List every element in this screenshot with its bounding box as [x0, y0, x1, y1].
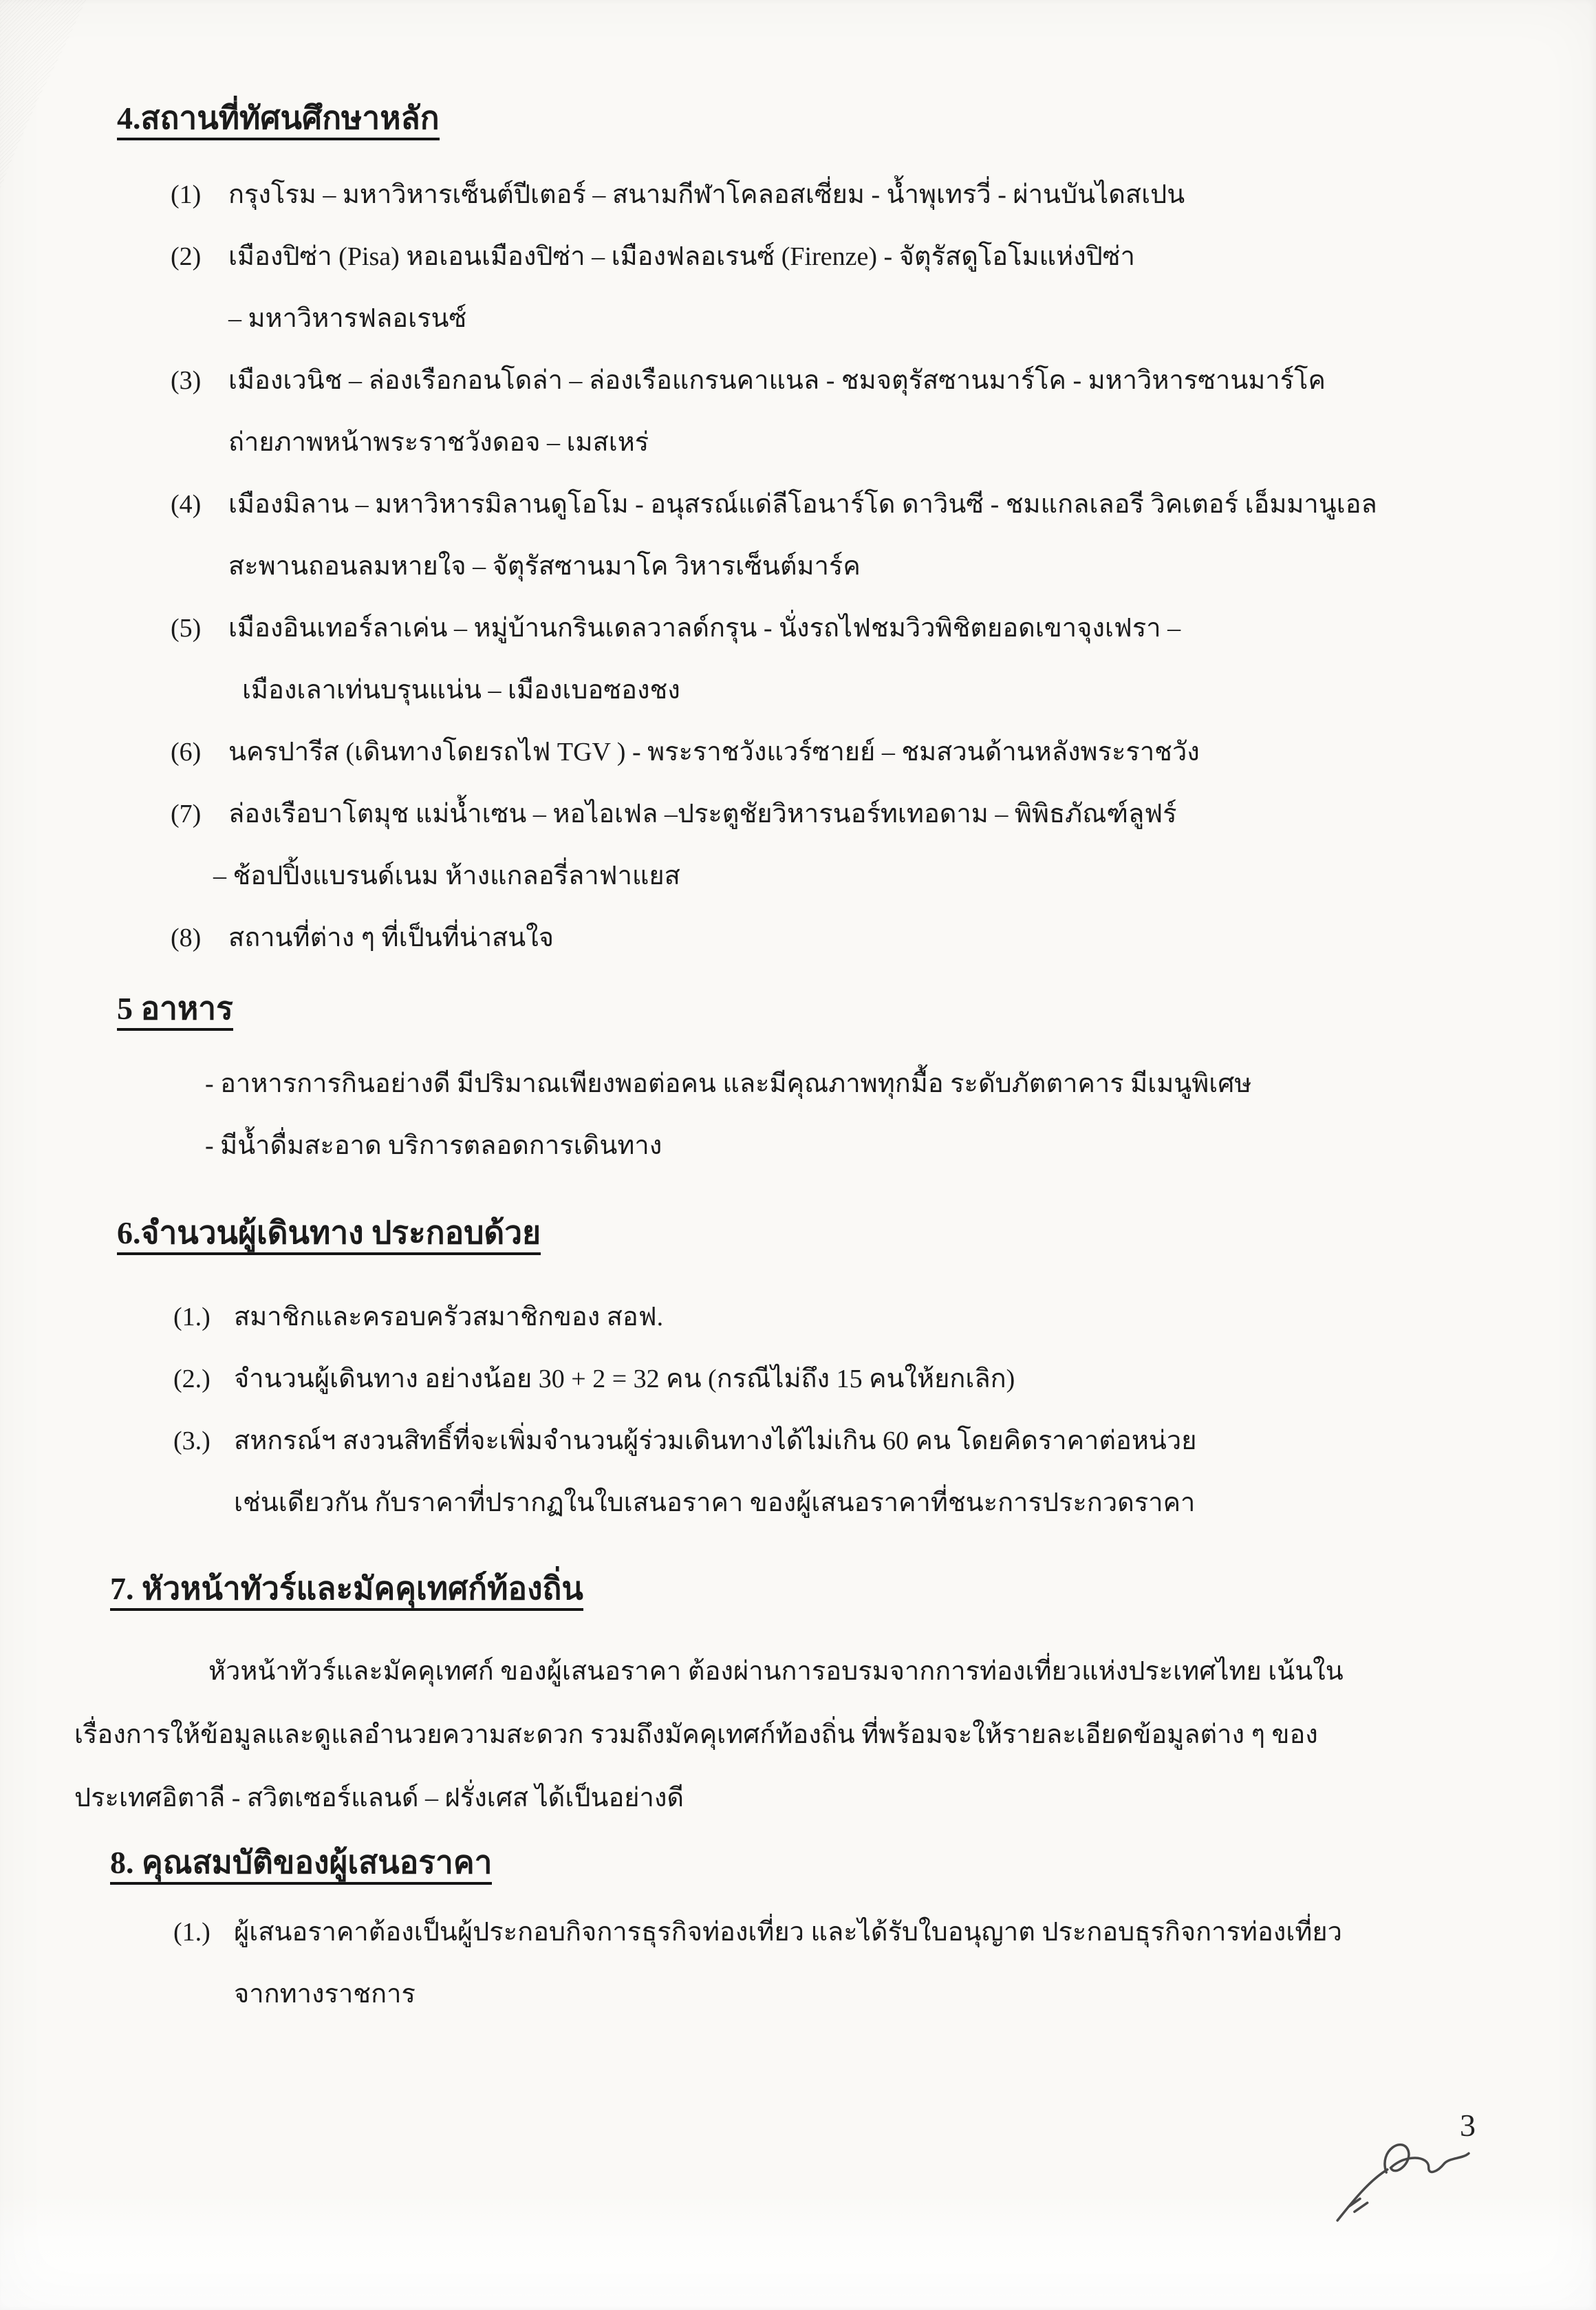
item-text-line: เมืองเวนิช – ล่องเรือกอนโดล่า – ล่องเรือแกรนคาแนล - ชมจตุรัสซานมาร์โค - มหาวิหารซานมาร์โค	[228, 365, 1326, 395]
item-text-line: สมาชิกและครอบครัวสมาชิกของ สอฟ.	[234, 1303, 664, 1332]
item-text	[228, 164, 1596, 226]
list-item	[0, 907, 1596, 969]
item-text-line: เมืองปิซ่า (Pisa) หอเอนเมืองปิซ่า – เมืองฟลอเรนซ์ (Firenze) - จัตุรัสดูโอโมแห่งปิซ่า	[228, 242, 1135, 271]
item-text-line: สะพานถอนลมหายใจ – จัตุรัสซานมาโค วิหารเซ็นต์มาร์ค	[228, 551, 861, 581]
bullet-line: - อาหารการกินอย่างดี มีปริมาณเพียงพอต่อคน และมีคุณภาพทุกมื้อ ระดับภัตตาคาร มีเมนูพิเศษ	[205, 1069, 1252, 1098]
list-item	[0, 721, 1596, 783]
bullet-line: - มีน้ำดื่มสะอาด บริการตลอดการเดินทาง	[205, 1131, 662, 1160]
paragraph-line: หัวหน้าทัวร์และมัคคุเทศก์ ของผู้เสนอราคา ต้องผ่านการอบรมจากการท่องเที่ยวแห่งประเทศไทย เน้นใน	[208, 1657, 1344, 1687]
section-8-list	[0, 1901, 1596, 2025]
item-number: (6)	[171, 737, 202, 767]
list-item	[0, 1901, 1596, 2025]
item-number: (2.)	[173, 1365, 211, 1394]
item-number: (1)	[171, 180, 202, 209]
item-text-line: สหกรณ์ฯ สงวนสิทธิ์ที่จะเพิ่มจำนวนผู้ร่วมเดินทางได้ไม่เกิน 60 คน โดยคิดราคาต่อหน่วย	[234, 1426, 1197, 1456]
item-text	[228, 597, 1596, 721]
list-item	[0, 164, 1596, 226]
item-text	[228, 907, 1596, 969]
item-text-line: ล่องเรือบาโตมุช แม่น้ำเซน – หอไอเฟล –ประตูชัยวิหารนอร์ทเทอดาม – พิพิธภัณฑ์ลูฟร์	[228, 799, 1177, 828]
list-item	[0, 597, 1596, 721]
item-text-line: สถานที่ต่าง ๆ ที่เป็นที่น่าสนใจ	[228, 923, 554, 952]
item-number: (3)	[171, 365, 202, 395]
item-number: (7)	[171, 799, 202, 828]
list-item	[0, 473, 1596, 597]
list-item	[0, 350, 1596, 473]
section-5-heading-text: 5 อาหาร	[117, 991, 233, 1031]
paragraph-line: เรื่องการให้ข้อมูลและดูแลอำนวยความสะดวก รวมถึงมัคคุเทศก์ท้องถิ่น ที่พร้อมจะให้รายละเอียดข้อมูลต่าง ๆ ของ	[74, 1720, 1318, 1750]
item-text-line: – มหาวิหารฟลอเรนซ์	[228, 303, 467, 333]
item-number: (1.)	[173, 1917, 211, 1947]
item-text-line: เมืองเลาเท่นบรุนแน่น – เมืองเบอซองชง	[242, 675, 680, 705]
item-text	[228, 350, 1596, 473]
item-text-line: จากทางราชการ	[234, 1979, 416, 2009]
section-6-heading	[117, 1212, 1596, 1254]
item-text-line: กรุงโรม – มหาวิหารเซ็นต์ปีเตอร์ – สนามกีฬาโคลอสเซี่ยม - น้ำพุเทรวี่ - ผ่านบันไดสเปน	[228, 180, 1185, 209]
item-number: (5)	[171, 613, 202, 643]
item-number: (3.)	[173, 1426, 211, 1456]
list-item	[0, 226, 1596, 350]
section-4-list	[0, 164, 1596, 969]
item-number: (4)	[171, 489, 202, 519]
item-number: (2)	[171, 242, 202, 271]
item-text	[234, 1410, 1596, 1534]
item-text	[228, 226, 1596, 350]
item-number: (8)	[171, 923, 202, 952]
item-text-line: นครปารีส (เดินทางโดยรถไฟ TGV ) - พระราชวังแวร์ซายย์ – ชมสวนด้านหลังพระราชวัง	[228, 737, 1200, 767]
item-text	[234, 1286, 1596, 1348]
section-5-bullets	[205, 1053, 1596, 1177]
section-4-heading	[117, 98, 1596, 139]
paragraph-line: ประเทศอิตาลี - สวิตเซอร์แลนด์ – ฝรั่งเศส ได้เป็นอย่างดี	[74, 1784, 684, 1813]
list-item	[0, 783, 1596, 907]
section-4-heading-text: 4.สถานที่ทัศนศึกษาหลัก	[117, 100, 440, 140]
item-text	[228, 721, 1596, 783]
section-5-heading	[117, 988, 1596, 1029]
item-text-line: เมืองอินเทอร์ลาเค่น – หมู่บ้านกรินเดลวาลด์กรุน - นั่งรถไฟชมวิวพิชิตยอดเขาจุงเฟรา –	[228, 613, 1181, 643]
item-text-line: เช่นเดียวกัน กับราคาที่ปรากฏในใบเสนอราคา ของผู้เสนอราคาที่ชนะการประกวดราคา	[234, 1488, 1196, 1518]
section-7-paragraph	[74, 1640, 1520, 1830]
item-text-line: ผู้เสนอราคาต้องเป็นผู้ประกอบกิจการธุรกิจท่องเที่ยว และได้รับใบอนุญาต ประกอบธุรกิจการท่องเที่ยว	[234, 1917, 1342, 1947]
item-text	[234, 1348, 1596, 1410]
item-text	[228, 473, 1596, 597]
section-7-heading	[110, 1568, 1596, 1609]
section-6-list	[0, 1286, 1596, 1534]
list-item	[0, 1410, 1596, 1534]
item-text-line: จำนวนผู้เดินทาง อย่างน้อย 30 + 2 = 32 คน (กรณีไม่ถึง 15 คนให้ยกเลิก)	[234, 1365, 1015, 1394]
section-7-heading-text: 7. หัวหน้าทัวร์และมัคคุเทศก์ท้องถิ่น	[110, 1571, 583, 1611]
item-number: (1.)	[173, 1303, 211, 1332]
item-text-line: – ช้อปปิ้งแบรนด์เนม ห้างแกลอรี่ลาฟาแยส	[213, 861, 680, 890]
list-item	[0, 1286, 1596, 1348]
item-text	[234, 1901, 1596, 2025]
section-6-heading-text: 6.จำนวนผู้เดินทาง ประกอบด้วย	[117, 1215, 541, 1255]
list-item	[0, 1348, 1596, 1410]
section-8-heading	[110, 1842, 1596, 1883]
page-number: 3	[1460, 2108, 1476, 2143]
item-text-line: ถ่ายภาพหน้าพระราชวังดอจ – เมสเหร่	[228, 427, 649, 457]
item-text-line: เมืองมิลาน – มหาวิหารมิลานดูโอโม - อนุสรณ์แด่ลีโอนาร์โด ดาวินซี - ชมแกลเลอรี วิคเตอร์ เอ็มมานูเอล	[228, 489, 1377, 519]
section-8-heading-text: 8. คุณสมบัติของผู้เสนอราคา	[110, 1845, 492, 1885]
item-text	[213, 783, 1596, 907]
